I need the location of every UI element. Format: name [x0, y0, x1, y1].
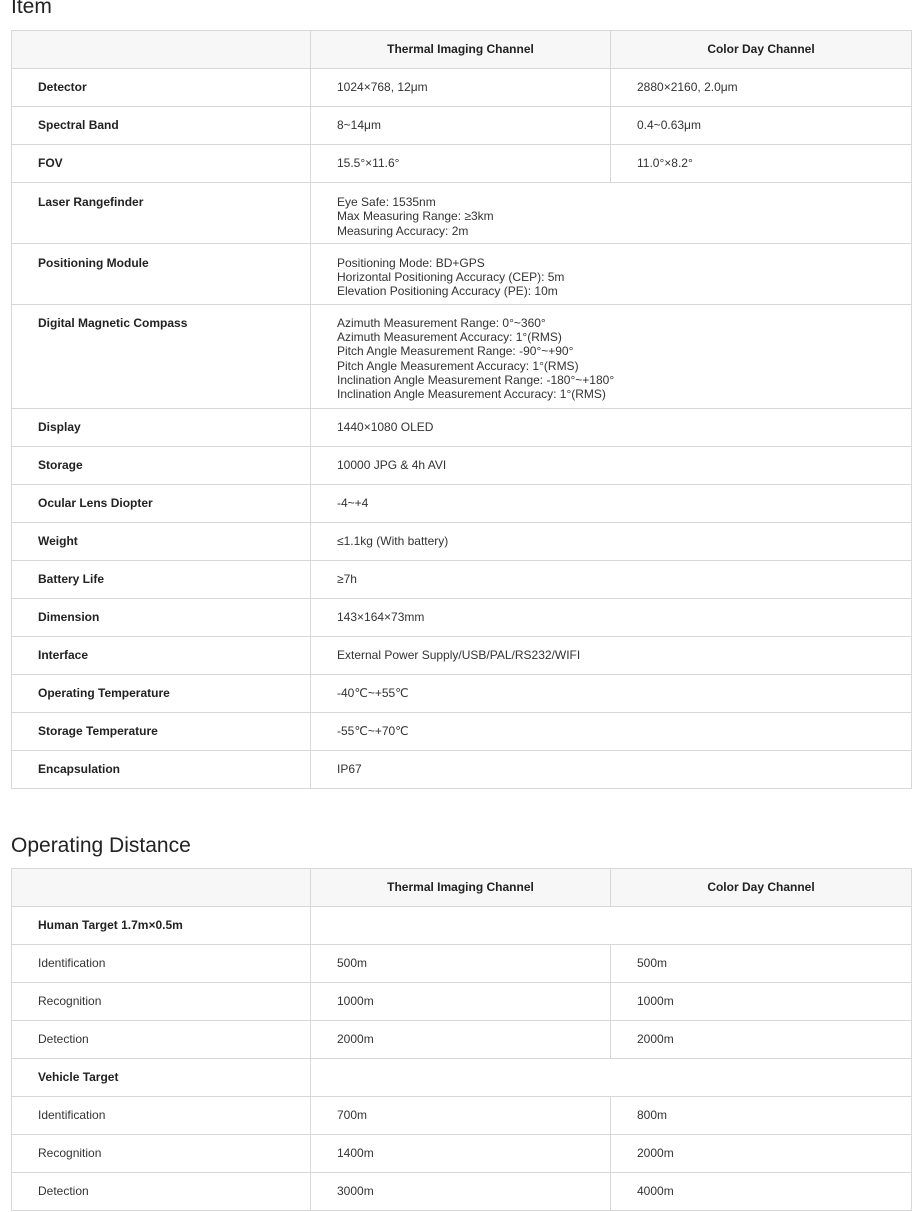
day-value: 0.4~0.63μm — [611, 107, 912, 145]
table-row — [12, 484, 912, 522]
table-row — [12, 750, 912, 788]
group-empty-cell — [311, 907, 912, 945]
thermal-value: 1000m — [311, 983, 611, 1021]
row-label: Storage Temperature — [12, 712, 311, 750]
value-line: Positioning Mode: BD+GPS — [337, 255, 485, 270]
value-line: Inclination Angle Measurement Range: -180°~+180° — [337, 372, 615, 387]
value-line: Inclination Angle Measurement Accuracy: 1°(RMS) — [337, 387, 606, 402]
value-line: Pitch Angle Measurement Range: -90°~+90° — [337, 344, 574, 359]
table-row — [12, 598, 912, 636]
header-cell-blank — [12, 869, 311, 907]
shared-value: -55℃~+70℃ — [311, 712, 912, 750]
group-row-vehicle-target — [12, 1059, 912, 1097]
shared-value: 10000 JPG & 4h AVI — [311, 446, 912, 484]
value-line: Pitch Angle Measurement Accuracy: 1°(RMS) — [337, 358, 579, 373]
value-line: Azimuth Measurement Range: 0°~360° — [337, 315, 546, 330]
thermal-value: 3000m — [311, 1173, 611, 1211]
row-label: Storage — [12, 446, 311, 484]
thermal-value: 8~14μm — [311, 107, 611, 145]
value-line: Max Measuring Range: ≥3km — [337, 209, 494, 224]
table-row — [12, 304, 912, 408]
thermal-value: 15.5°×11.6° — [311, 145, 611, 183]
row-label: Detection — [12, 1173, 311, 1211]
row-label: Laser Rangefinder — [12, 183, 311, 244]
shared-value: ≤1.1kg (With battery) — [311, 522, 912, 560]
table-row — [12, 636, 912, 674]
header-thermal-channel: Thermal Imaging Channel — [311, 31, 611, 69]
row-label: Ocular Lens Diopter — [12, 484, 311, 522]
header-color-day-channel: Color Day Channel — [611, 31, 912, 69]
thermal-value: 700m — [311, 1097, 611, 1135]
day-value: 500m — [611, 945, 912, 983]
row-label: Interface — [12, 636, 311, 674]
row-label: Battery Life — [12, 560, 311, 598]
row-label: FOV — [12, 145, 311, 183]
shared-value: ≥7h — [311, 560, 912, 598]
value-line: Elevation Positioning Accuracy (PE): 10m — [337, 284, 558, 299]
thermal-value: 1400m — [311, 1135, 611, 1173]
value-line: Azimuth Measurement Accuracy: 1°(RMS) — [337, 330, 562, 345]
row-label: Operating Temperature — [12, 674, 311, 712]
table-row — [12, 674, 912, 712]
shared-value: IP67 — [311, 750, 912, 788]
table-header-row — [12, 31, 912, 69]
day-value: 800m — [611, 1097, 912, 1135]
item-section-title: Item — [11, 0, 52, 18]
row-label: Digital Magnetic Compass — [12, 304, 311, 408]
day-value: 2880×2160, 2.0μm — [611, 69, 912, 107]
table-row — [12, 945, 912, 983]
table-row — [12, 1021, 912, 1059]
row-label: Detection — [12, 1021, 311, 1059]
table-row — [12, 1097, 912, 1135]
shared-value — [311, 243, 912, 304]
value-line: Measuring Accuracy: 2m — [337, 223, 469, 238]
table-row — [12, 560, 912, 598]
header-cell-blank — [12, 31, 311, 69]
table-row — [12, 712, 912, 750]
shared-value: -40℃~+55℃ — [311, 674, 912, 712]
operating-distance-table — [11, 868, 912, 1211]
day-value: 2000m — [611, 1021, 912, 1059]
row-label: Weight — [12, 522, 311, 560]
row-label: Identification — [12, 945, 311, 983]
group-label: Vehicle Target — [12, 1059, 311, 1097]
row-label: Encapsulation — [12, 750, 311, 788]
group-row-human-target — [12, 907, 912, 945]
specifications-table — [11, 30, 912, 789]
table-row — [12, 145, 912, 183]
shared-value: 1440×1080 OLED — [311, 408, 912, 446]
day-value: 11.0°×8.2° — [611, 145, 912, 183]
row-label: Display — [12, 408, 311, 446]
group-empty-cell — [311, 1059, 912, 1097]
table-row — [12, 408, 912, 446]
table-row — [12, 243, 912, 304]
table-row — [12, 69, 912, 107]
table-row — [12, 983, 912, 1021]
day-value: 4000m — [611, 1173, 912, 1211]
row-label: Identification — [12, 1097, 311, 1135]
row-label: Spectral Band — [12, 107, 311, 145]
row-label: Recognition — [12, 983, 311, 1021]
table-row — [12, 1173, 912, 1211]
table-row — [12, 183, 912, 244]
day-value: 1000m — [611, 983, 912, 1021]
row-label: Positioning Module — [12, 243, 311, 304]
shared-value: -4~+4 — [311, 484, 912, 522]
table-header-row — [12, 869, 912, 907]
table-row — [12, 1135, 912, 1173]
thermal-value: 500m — [311, 945, 611, 983]
shared-value: External Power Supply/USB/PAL/RS232/WIFI — [311, 636, 912, 674]
day-value: 2000m — [611, 1135, 912, 1173]
row-label: Recognition — [12, 1135, 311, 1173]
shared-value: 143×164×73mm — [311, 598, 912, 636]
operating-distance-section-title: Operating Distance — [11, 834, 191, 857]
row-label: Detector — [12, 69, 311, 107]
group-label: Human Target 1.7m×0.5m — [12, 907, 311, 945]
thermal-value: 1024×768, 12μm — [311, 69, 611, 107]
header-thermal-channel: Thermal Imaging Channel — [311, 869, 611, 907]
shared-value — [311, 304, 912, 408]
row-label: Dimension — [12, 598, 311, 636]
table-row — [12, 446, 912, 484]
thermal-value: 2000m — [311, 1021, 611, 1059]
shared-value — [311, 183, 912, 244]
value-line: Eye Safe: 1535nm — [337, 195, 436, 209]
header-color-day-channel: Color Day Channel — [611, 869, 912, 907]
value-line: Horizontal Positioning Accuracy (CEP): 5m — [337, 270, 565, 285]
table-row — [12, 107, 912, 145]
table-row — [12, 522, 912, 560]
